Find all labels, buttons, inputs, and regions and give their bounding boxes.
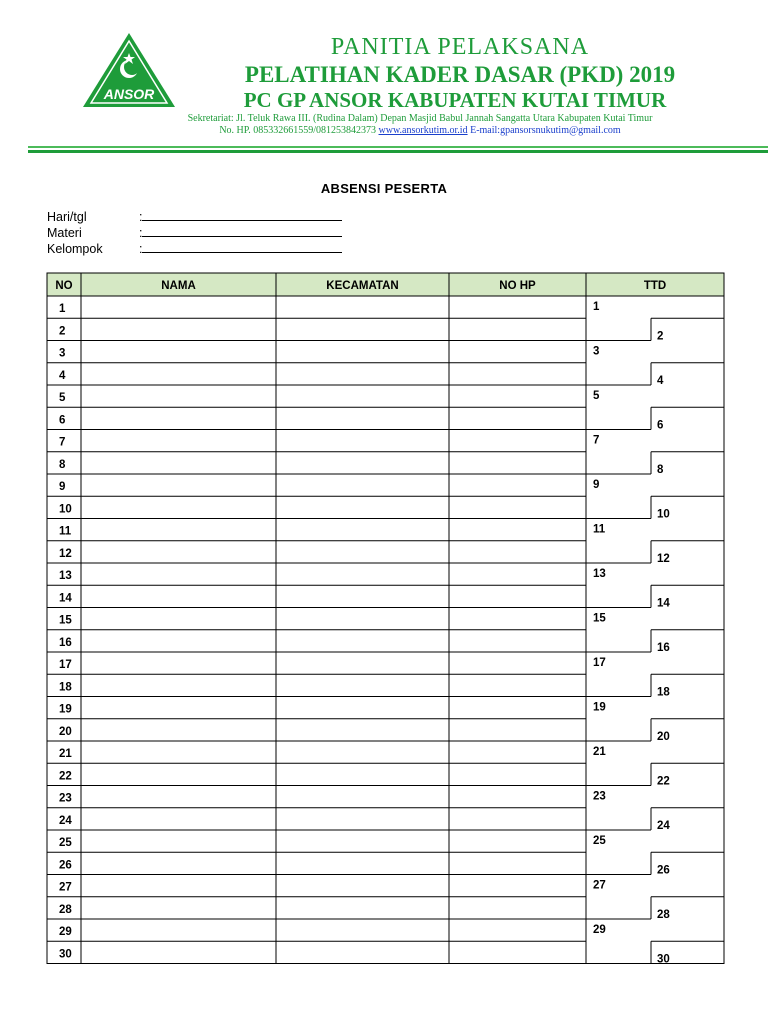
cell-nama[interactable] <box>82 342 275 362</box>
column-header-no-hp: NO HP <box>499 280 536 292</box>
cell-no-hp[interactable] <box>450 720 585 740</box>
field-colon: : <box>139 242 143 256</box>
row-number: 11 <box>59 525 72 538</box>
cell-nama[interactable] <box>82 453 275 473</box>
cell-no-hp[interactable] <box>450 698 585 718</box>
cell-no-hp[interactable] <box>450 497 585 517</box>
row-number: 16 <box>59 636 72 649</box>
cell-no-hp[interactable] <box>450 675 585 695</box>
cell-nama[interactable] <box>82 898 275 918</box>
cell-nama[interactable] <box>82 319 275 339</box>
row-number: 8 <box>59 458 66 471</box>
cell-kecamatan[interactable] <box>277 453 448 473</box>
signature-number: 1 <box>593 301 600 313</box>
cell-no-hp[interactable] <box>450 431 585 451</box>
signature-number: 26 <box>657 864 670 877</box>
row-number: 14 <box>59 592 72 605</box>
row-number: 13 <box>59 570 72 582</box>
cell-nama[interactable] <box>82 698 275 718</box>
signature-number: 9 <box>593 479 600 491</box>
header-address: Sekretariat: Jl. Teluk Rawa III. (Rudina Dalam) Depan Masjid Babul Jannah Sangatta Utara Kabupaten Kutai Timur <box>187 113 653 124</box>
cell-nama[interactable] <box>82 297 275 317</box>
cell-no-hp[interactable] <box>450 876 585 896</box>
cell-no-hp[interactable] <box>450 475 585 495</box>
cell-kecamatan[interactable] <box>277 431 448 451</box>
header-committee: PANITIA PELAKSANA <box>330 34 590 60</box>
cell-nama[interactable] <box>82 876 275 896</box>
cell-kecamatan[interactable] <box>277 920 448 940</box>
signature-number: 3 <box>593 345 600 358</box>
cell-kecamatan[interactable] <box>277 720 448 740</box>
cell-kecamatan[interactable] <box>277 898 448 918</box>
cell-kecamatan[interactable] <box>277 876 448 896</box>
field-label: Materi <box>47 226 82 240</box>
signature-number: 17 <box>593 657 606 669</box>
cell-no-hp[interactable] <box>450 631 585 651</box>
row-number: 25 <box>59 837 72 849</box>
row-number: 12 <box>59 547 72 560</box>
cell-no-hp[interactable] <box>450 297 585 317</box>
signature-number: 12 <box>657 552 670 565</box>
row-number: 5 <box>59 392 66 404</box>
signature-number: 18 <box>657 686 670 699</box>
cell-no-hp[interactable] <box>450 386 585 406</box>
cell-nama[interactable] <box>82 787 275 807</box>
signature-number: 13 <box>593 568 606 580</box>
cell-no-hp[interactable] <box>450 609 585 629</box>
row-number: 27 <box>59 881 72 894</box>
header-event: PELATIHAN KADER DASAR (PKD) 2019 <box>244 62 676 87</box>
signature-number: 22 <box>657 775 670 788</box>
cell-kecamatan[interactable] <box>277 319 448 339</box>
cell-no-hp[interactable] <box>450 586 585 606</box>
row-number: 15 <box>59 614 72 627</box>
cell-kecamatan[interactable] <box>277 942 448 962</box>
cell-no-hp[interactable] <box>450 764 585 784</box>
signature-number: 14 <box>657 597 670 610</box>
signature-number: 4 <box>657 374 664 387</box>
cell-no-hp[interactable] <box>450 742 585 762</box>
cell-nama[interactable] <box>82 408 275 428</box>
row-number: 6 <box>59 414 66 427</box>
field-label: Hari/tgl <box>47 210 87 224</box>
cell-nama[interactable] <box>82 542 275 562</box>
cell-no-hp[interactable] <box>450 787 585 807</box>
cell-no-hp[interactable] <box>450 831 585 851</box>
signature-number: 29 <box>593 924 606 936</box>
cell-nama[interactable] <box>82 764 275 784</box>
cell-nama[interactable] <box>82 831 275 851</box>
row-number: 18 <box>59 681 72 694</box>
cell-nama[interactable] <box>82 586 275 606</box>
cell-nama[interactable] <box>82 520 275 540</box>
cell-no-hp[interactable] <box>450 319 585 339</box>
row-number: 20 <box>59 725 72 738</box>
signature-number: 30 <box>657 953 670 966</box>
row-number: 22 <box>59 770 72 783</box>
row-number: 9 <box>59 481 66 493</box>
cell-no-hp[interactable] <box>450 853 585 873</box>
cell-nama[interactable] <box>82 920 275 940</box>
signature-number: 28 <box>657 908 670 921</box>
cell-nama[interactable] <box>82 631 275 651</box>
cell-nama[interactable] <box>82 742 275 762</box>
row-number: 28 <box>59 903 72 916</box>
signature-number: 25 <box>593 835 606 847</box>
cell-kecamatan[interactable] <box>277 853 448 873</box>
cell-kecamatan[interactable] <box>277 475 448 495</box>
column-header-nama: NAMA <box>161 280 196 292</box>
cell-kecamatan[interactable] <box>277 742 448 762</box>
cell-nama[interactable] <box>82 564 275 584</box>
signature-number: 23 <box>593 790 606 803</box>
header-organization: PC GP ANSOR KABUPATEN KUTAI TIMUR <box>243 88 667 112</box>
cell-kecamatan[interactable] <box>277 586 448 606</box>
signature-number: 24 <box>657 819 670 832</box>
row-number: 29 <box>59 926 72 938</box>
signature-number: 7 <box>593 434 600 447</box>
column-header-kecamatan: KECAMATAN <box>326 280 399 292</box>
cell-kecamatan[interactable] <box>277 364 448 384</box>
field-label: Kelompok <box>47 242 103 256</box>
row-number: 7 <box>59 436 66 449</box>
cell-nama[interactable] <box>82 853 275 873</box>
signature-number: 5 <box>593 390 600 402</box>
cell-no-hp[interactable] <box>450 564 585 584</box>
signature-number: 16 <box>657 641 670 654</box>
cell-kecamatan[interactable] <box>277 542 448 562</box>
row-number: 17 <box>59 659 72 671</box>
website-link[interactable]: www.ansorkutim.or.id <box>378 125 468 136</box>
cell-nama[interactable] <box>82 942 275 962</box>
row-number: 3 <box>59 347 66 360</box>
signature-number: 27 <box>593 879 606 892</box>
cell-nama[interactable] <box>82 364 275 384</box>
cell-no-hp[interactable] <box>450 364 585 384</box>
cell-kecamatan[interactable] <box>277 386 448 406</box>
row-number: 1 <box>59 303 66 315</box>
cell-kecamatan[interactable] <box>277 408 448 428</box>
cell-kecamatan[interactable] <box>277 497 448 517</box>
row-number: 19 <box>59 703 72 716</box>
row-number: 2 <box>59 325 66 338</box>
cell-kecamatan[interactable] <box>277 831 448 851</box>
cell-no-hp[interactable] <box>450 942 585 962</box>
cell-kecamatan[interactable] <box>277 787 448 807</box>
signature-number: 6 <box>657 419 664 432</box>
header-phone: No. HP. 085332661559/081253842373 <box>219 125 377 136</box>
cell-nama[interactable] <box>82 653 275 673</box>
cell-kecamatan[interactable] <box>277 698 448 718</box>
form-title: ABSENSI PESERTA <box>320 181 448 196</box>
signature-number: 21 <box>593 746 606 758</box>
cell-nama[interactable] <box>82 675 275 695</box>
cell-no-hp[interactable] <box>450 809 585 829</box>
row-number: 21 <box>59 748 72 760</box>
column-header-ttd: TTD <box>643 280 667 292</box>
cell-no-hp[interactable] <box>450 653 585 673</box>
signature-number: 10 <box>657 508 670 521</box>
cell-kecamatan[interactable] <box>277 675 448 695</box>
cell-no-hp[interactable] <box>450 408 585 428</box>
column-header-no: NO <box>55 280 73 292</box>
signature-number: 8 <box>657 463 664 476</box>
row-number: 30 <box>59 948 72 961</box>
cell-nama[interactable] <box>82 386 275 406</box>
cell-nama[interactable] <box>82 609 275 629</box>
row-number: 26 <box>59 859 72 872</box>
cell-kecamatan[interactable] <box>277 564 448 584</box>
cell-kecamatan[interactable] <box>277 764 448 784</box>
cell-no-hp[interactable] <box>450 342 585 362</box>
cell-no-hp[interactable] <box>450 453 585 473</box>
signature-number: 11 <box>593 523 606 536</box>
cell-nama[interactable] <box>82 431 275 451</box>
cell-kecamatan[interactable] <box>277 520 448 540</box>
cell-no-hp[interactable] <box>450 520 585 540</box>
cell-kecamatan[interactable] <box>277 342 448 362</box>
cell-no-hp[interactable] <box>450 920 585 940</box>
cell-kecamatan[interactable] <box>277 609 448 629</box>
cell-kecamatan[interactable] <box>277 653 448 673</box>
cell-no-hp[interactable] <box>450 898 585 918</box>
row-number: 4 <box>59 369 66 382</box>
field-colon: : <box>139 210 143 224</box>
header-email: E-mail:gpansorsnukutim@gmail.com <box>470 125 621 136</box>
signature-number: 15 <box>593 612 606 625</box>
row-number: 23 <box>59 792 72 805</box>
cell-nama[interactable] <box>82 497 275 517</box>
cell-nama[interactable] <box>82 809 275 829</box>
cell-kecamatan[interactable] <box>277 631 448 651</box>
logo-text: ANSOR <box>103 86 155 102</box>
signature-number: 20 <box>657 730 670 743</box>
row-number: 10 <box>59 503 72 516</box>
signature-number: 19 <box>593 701 606 714</box>
signature-number: 2 <box>657 330 664 343</box>
cell-kecamatan[interactable] <box>277 809 448 829</box>
cell-nama[interactable] <box>82 720 275 740</box>
cell-no-hp[interactable] <box>450 542 585 562</box>
field-colon: : <box>139 226 143 240</box>
cell-kecamatan[interactable] <box>277 297 448 317</box>
row-number: 24 <box>59 814 72 827</box>
cell-nama[interactable] <box>82 475 275 495</box>
